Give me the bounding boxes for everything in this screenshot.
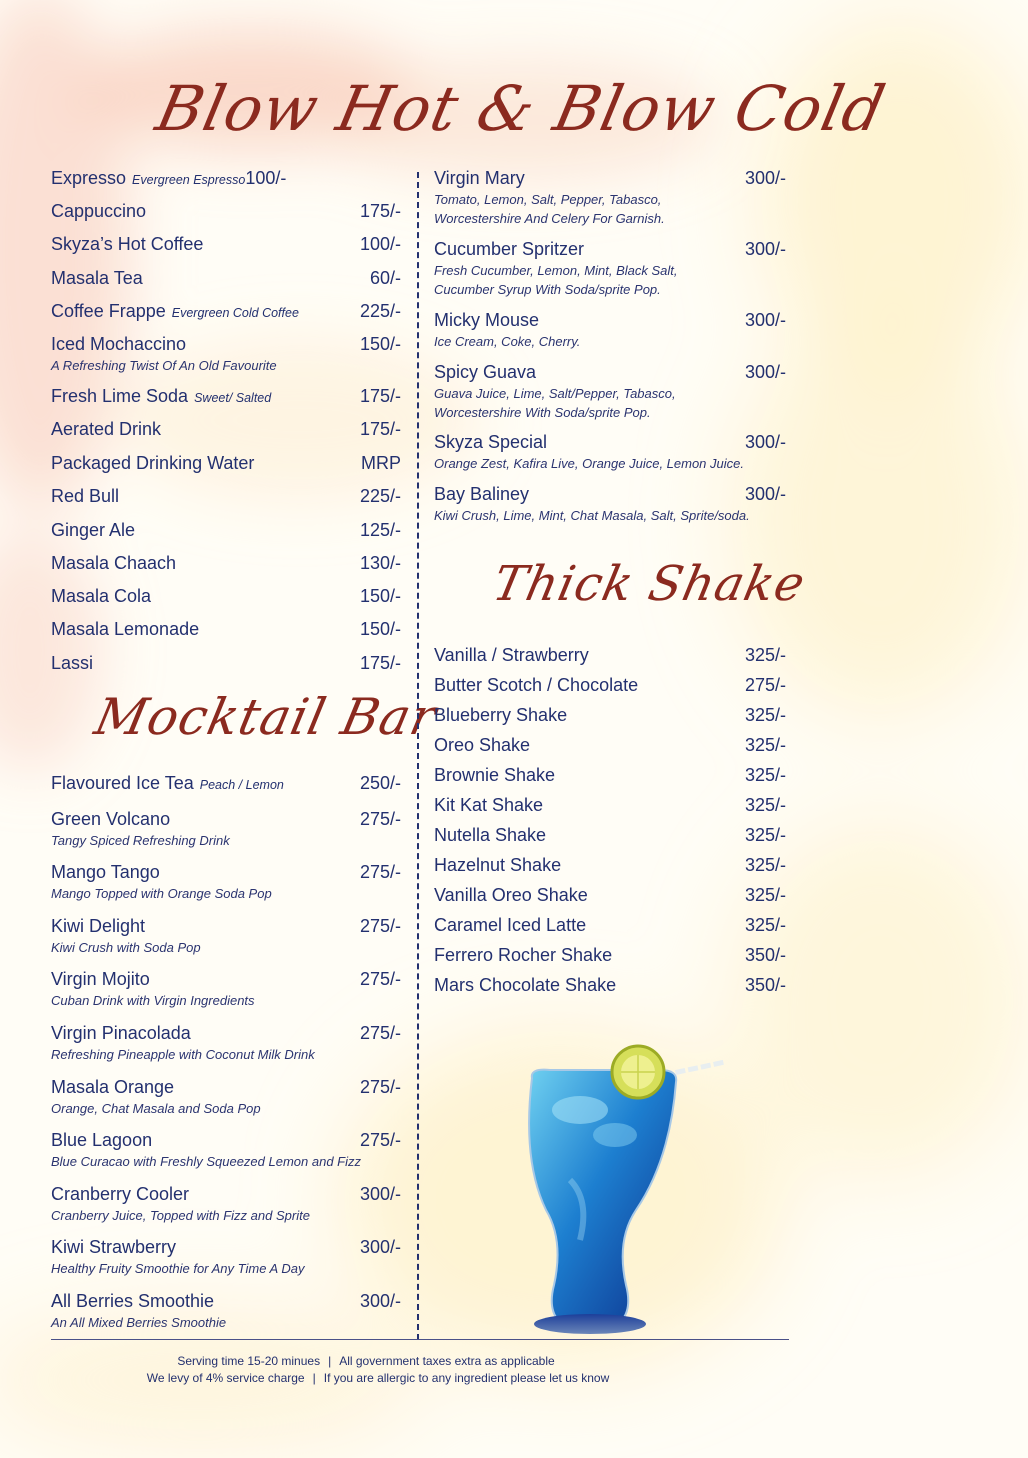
footer-rule	[51, 1339, 789, 1340]
menu-item	[434, 705, 786, 726]
item-price: 275/-	[359, 1023, 401, 1043]
footer-line-2	[0, 1371, 892, 1385]
menu-item	[51, 301, 401, 322]
menu-item	[51, 553, 401, 574]
item-name: Kit Kat Shake	[434, 795, 544, 815]
menu-item	[51, 201, 401, 222]
blue-lagoon-glass-image	[510, 1040, 740, 1340]
item-note: Sweet/ Salted	[194, 391, 272, 405]
item-name: Skyza’s Hot Coffee	[51, 234, 204, 254]
item-name: Masala Orange	[51, 1077, 175, 1097]
item-price: 250/-	[359, 773, 401, 793]
item-description: Healthy Fruity Smoothie for Any Time A Day	[51, 1261, 305, 1276]
item-price: 325/-	[744, 855, 786, 875]
item-price: 300/-	[744, 168, 786, 188]
item-price: 300/-	[744, 484, 786, 504]
menu-item	[51, 619, 401, 640]
item-name: All Berries Smoothie	[51, 1291, 215, 1311]
item-price: 125/-	[359, 520, 401, 540]
menu-item	[434, 885, 786, 906]
menu-item	[51, 386, 401, 407]
menu-item	[51, 520, 401, 541]
menu-item	[434, 735, 786, 756]
menu-item	[51, 486, 401, 507]
column-divider	[417, 172, 419, 1340]
item-price: 275/-	[359, 1130, 401, 1150]
menu-item	[51, 586, 401, 607]
item-price: 175/-	[359, 386, 401, 406]
menu-item	[434, 362, 786, 422]
item-price: 100/-	[245, 168, 287, 188]
item-price: 325/-	[744, 915, 786, 935]
item-price: 175/-	[359, 653, 401, 673]
menu-item	[434, 945, 786, 966]
menu-item	[434, 795, 786, 816]
item-price: 150/-	[359, 334, 401, 354]
item-price: 225/-	[359, 301, 401, 321]
item-name: Masala Cola	[51, 586, 152, 606]
item-price: 300/-	[744, 310, 786, 330]
item-price: 325/-	[744, 705, 786, 725]
item-price: 275/-	[359, 809, 401, 829]
item-price: 275/-	[359, 916, 401, 936]
item-price: 60/-	[369, 268, 401, 288]
menu-item	[51, 1023, 401, 1064]
item-name: Vanilla Oreo Shake	[434, 885, 588, 905]
item-name: Cappuccino	[51, 201, 147, 221]
item-name: Mars Chocolate Shake	[434, 975, 617, 995]
menu-item	[434, 310, 786, 351]
item-description: Orange Zest, Kafira Live, Orange Juice, Lemon Juice.	[434, 456, 744, 471]
item-price: 275/-	[359, 1077, 401, 1097]
item-price: 175/-	[359, 419, 401, 439]
menu-item	[51, 1291, 401, 1332]
menu-item	[51, 168, 286, 189]
item-description: Blue Curacao with Freshly Squeezed Lemon and Fizz	[51, 1154, 361, 1169]
item-name: Virgin Mary	[434, 168, 525, 188]
allergy-note: If you are allergic to any ingredient please let us know	[323, 1371, 610, 1385]
item-name: Blueberry Shake	[434, 705, 568, 725]
item-name: Flavoured Ice Tea	[51, 773, 194, 793]
menu-item	[434, 765, 786, 786]
item-name: Cucumber Spritzer	[434, 239, 585, 259]
item-description: Guava Juice, Lime, Salt/Pepper, Tabasco, Worcestershire With Soda/sprite Pop.	[434, 386, 676, 420]
item-price: 150/-	[359, 586, 401, 606]
menu-item	[51, 809, 401, 850]
item-name: Ferrero Rocher Shake	[434, 945, 613, 965]
item-price: 100/-	[359, 234, 401, 254]
item-name: Kiwi Strawberry	[51, 1237, 177, 1257]
menu-item	[51, 268, 401, 289]
menu-item	[51, 1237, 401, 1278]
item-price: 325/-	[744, 825, 786, 845]
item-name: Brownie Shake	[434, 765, 556, 785]
item-price: 275/-	[744, 675, 786, 695]
menu-item	[434, 645, 786, 666]
item-name: Blue Lagoon	[51, 1130, 153, 1150]
section-title-hot-cold: Blow Hot & Blow Cold	[150, 72, 892, 145]
item-description: Cuban Drink with Virgin Ingredients	[51, 993, 255, 1008]
item-name: Hazelnut Shake	[434, 855, 562, 875]
item-name: Red Bull	[51, 486, 120, 506]
item-price: 325/-	[744, 765, 786, 785]
item-name: Nutella Shake	[434, 825, 547, 845]
menu-item	[51, 1130, 401, 1171]
item-name: Virgin Pinacolada	[51, 1023, 191, 1043]
item-name: Masala Chaach	[51, 553, 177, 573]
item-price: 325/-	[744, 795, 786, 815]
menu-item	[51, 862, 401, 903]
item-description: Kiwi Crush, Lime, Mint, Chat Masala, Salt, Sprite/soda.	[434, 508, 750, 523]
menu-item	[51, 419, 401, 440]
menu-item	[51, 653, 401, 674]
item-description: An All Mixed Berries Smoothie	[51, 1315, 227, 1330]
item-name: Micky Mouse	[434, 310, 540, 330]
item-price: 300/-	[744, 362, 786, 382]
item-name: Coffee Frappe	[51, 301, 166, 321]
item-description: A Refreshing Twist Of An Old Favourite	[51, 358, 277, 373]
menu-item	[434, 915, 786, 936]
item-description: Kiwi Crush with Soda Pop	[51, 940, 201, 955]
menu-item	[434, 855, 786, 876]
service-charge-note: We levy of 4% service charge	[146, 1371, 305, 1385]
menu-item	[434, 975, 786, 996]
item-description: Tangy Spiced Refreshing Drink	[51, 833, 230, 848]
item-name: Virgin Mojito	[51, 969, 150, 989]
section-title-mocktail: Mocktail Bar	[89, 688, 443, 746]
item-name: Caramel Iced Latte	[434, 915, 587, 935]
item-name: Bay Baliney	[434, 484, 530, 504]
item-description: Tomato, Lemon, Salt, Pepper, Tabasco, Worcestershire And Celery For Garnish.	[434, 192, 665, 226]
item-name: Skyza Special	[434, 432, 548, 452]
item-price: MRP	[361, 453, 401, 473]
item-price: 350/-	[744, 945, 786, 965]
item-price: 130/-	[359, 553, 401, 573]
item-name: Oreo Shake	[434, 735, 531, 755]
item-price: 275/-	[359, 862, 401, 882]
item-note: Evergreen Espresso	[132, 173, 246, 187]
footer-separator: |	[312, 1371, 316, 1385]
item-name: Fresh Lime Soda	[51, 386, 189, 406]
menu-item	[434, 432, 786, 473]
menu-item	[51, 1077, 401, 1118]
menu-item	[51, 916, 401, 957]
menu-item	[51, 773, 401, 794]
item-price: 225/-	[359, 486, 401, 506]
item-description: Mango Topped with Orange Soda Pop	[51, 886, 272, 901]
item-name: Green Volcano	[51, 809, 171, 829]
item-price: 300/-	[359, 1291, 401, 1311]
serving-time-note: Serving time 15-20 minues	[177, 1354, 321, 1368]
item-name: Butter Scotch / Chocolate	[434, 675, 639, 695]
menu-item	[51, 1184, 401, 1225]
item-price: 175/-	[359, 201, 401, 221]
item-price: 300/-	[744, 239, 786, 259]
menu-item	[434, 239, 786, 299]
menu-item	[434, 825, 786, 846]
item-price: 150/-	[359, 619, 401, 639]
footer-separator: |	[328, 1354, 332, 1368]
menu-item	[434, 675, 786, 696]
item-price: 350/-	[744, 975, 786, 995]
item-note: Peach / Lemon	[199, 778, 284, 792]
item-name: Aerated Drink	[51, 419, 162, 439]
item-name: Mango Tango	[51, 862, 160, 882]
menu-item	[434, 168, 786, 228]
item-description: Fresh Cucumber, Lemon, Mint, Black Salt, Cucumber Syrup With Soda/sprite Pop.	[434, 263, 678, 297]
item-description: Cranberry Juice, Topped with Fizz and Sprite	[51, 1208, 310, 1223]
menu-item	[51, 969, 401, 1010]
item-name: Spicy Guava	[434, 362, 537, 382]
taxes-note: All government taxes extra as applicable	[339, 1354, 555, 1368]
item-name: Vanilla / Strawberry	[434, 645, 589, 665]
menu-item	[51, 334, 401, 375]
item-description: Orange, Chat Masala and Soda Pop	[51, 1101, 261, 1116]
item-description: Ice Cream, Coke, Cherry.	[434, 334, 581, 349]
footer-line-1	[0, 1354, 880, 1368]
section-title-thick-shake: Thick Shake	[488, 556, 811, 612]
item-name: Packaged Drinking Water	[51, 453, 255, 473]
item-name: Kiwi Delight	[51, 916, 146, 936]
item-price: 300/-	[359, 1237, 401, 1257]
menu-item	[51, 234, 401, 255]
item-description: Refreshing Pineapple with Coconut Milk Drink	[51, 1047, 315, 1062]
item-price: 325/-	[744, 885, 786, 905]
item-name: Lassi	[51, 653, 94, 673]
item-name: Iced Mochaccino	[51, 334, 187, 354]
menu-item	[434, 484, 786, 525]
item-name: Masala Tea	[51, 268, 143, 288]
item-price: 300/-	[359, 1184, 401, 1204]
item-name: Expresso	[51, 168, 127, 188]
item-price: 275/-	[359, 969, 401, 989]
item-name: Cranberry Cooler	[51, 1184, 190, 1204]
menu-item	[51, 453, 401, 474]
item-price: 300/-	[744, 432, 786, 452]
item-price: 325/-	[744, 735, 786, 755]
item-price: 325/-	[744, 645, 786, 665]
item-name: Ginger Ale	[51, 520, 136, 540]
item-note: Evergreen Cold Coffee	[171, 306, 299, 320]
item-name: Masala Lemonade	[51, 619, 200, 639]
